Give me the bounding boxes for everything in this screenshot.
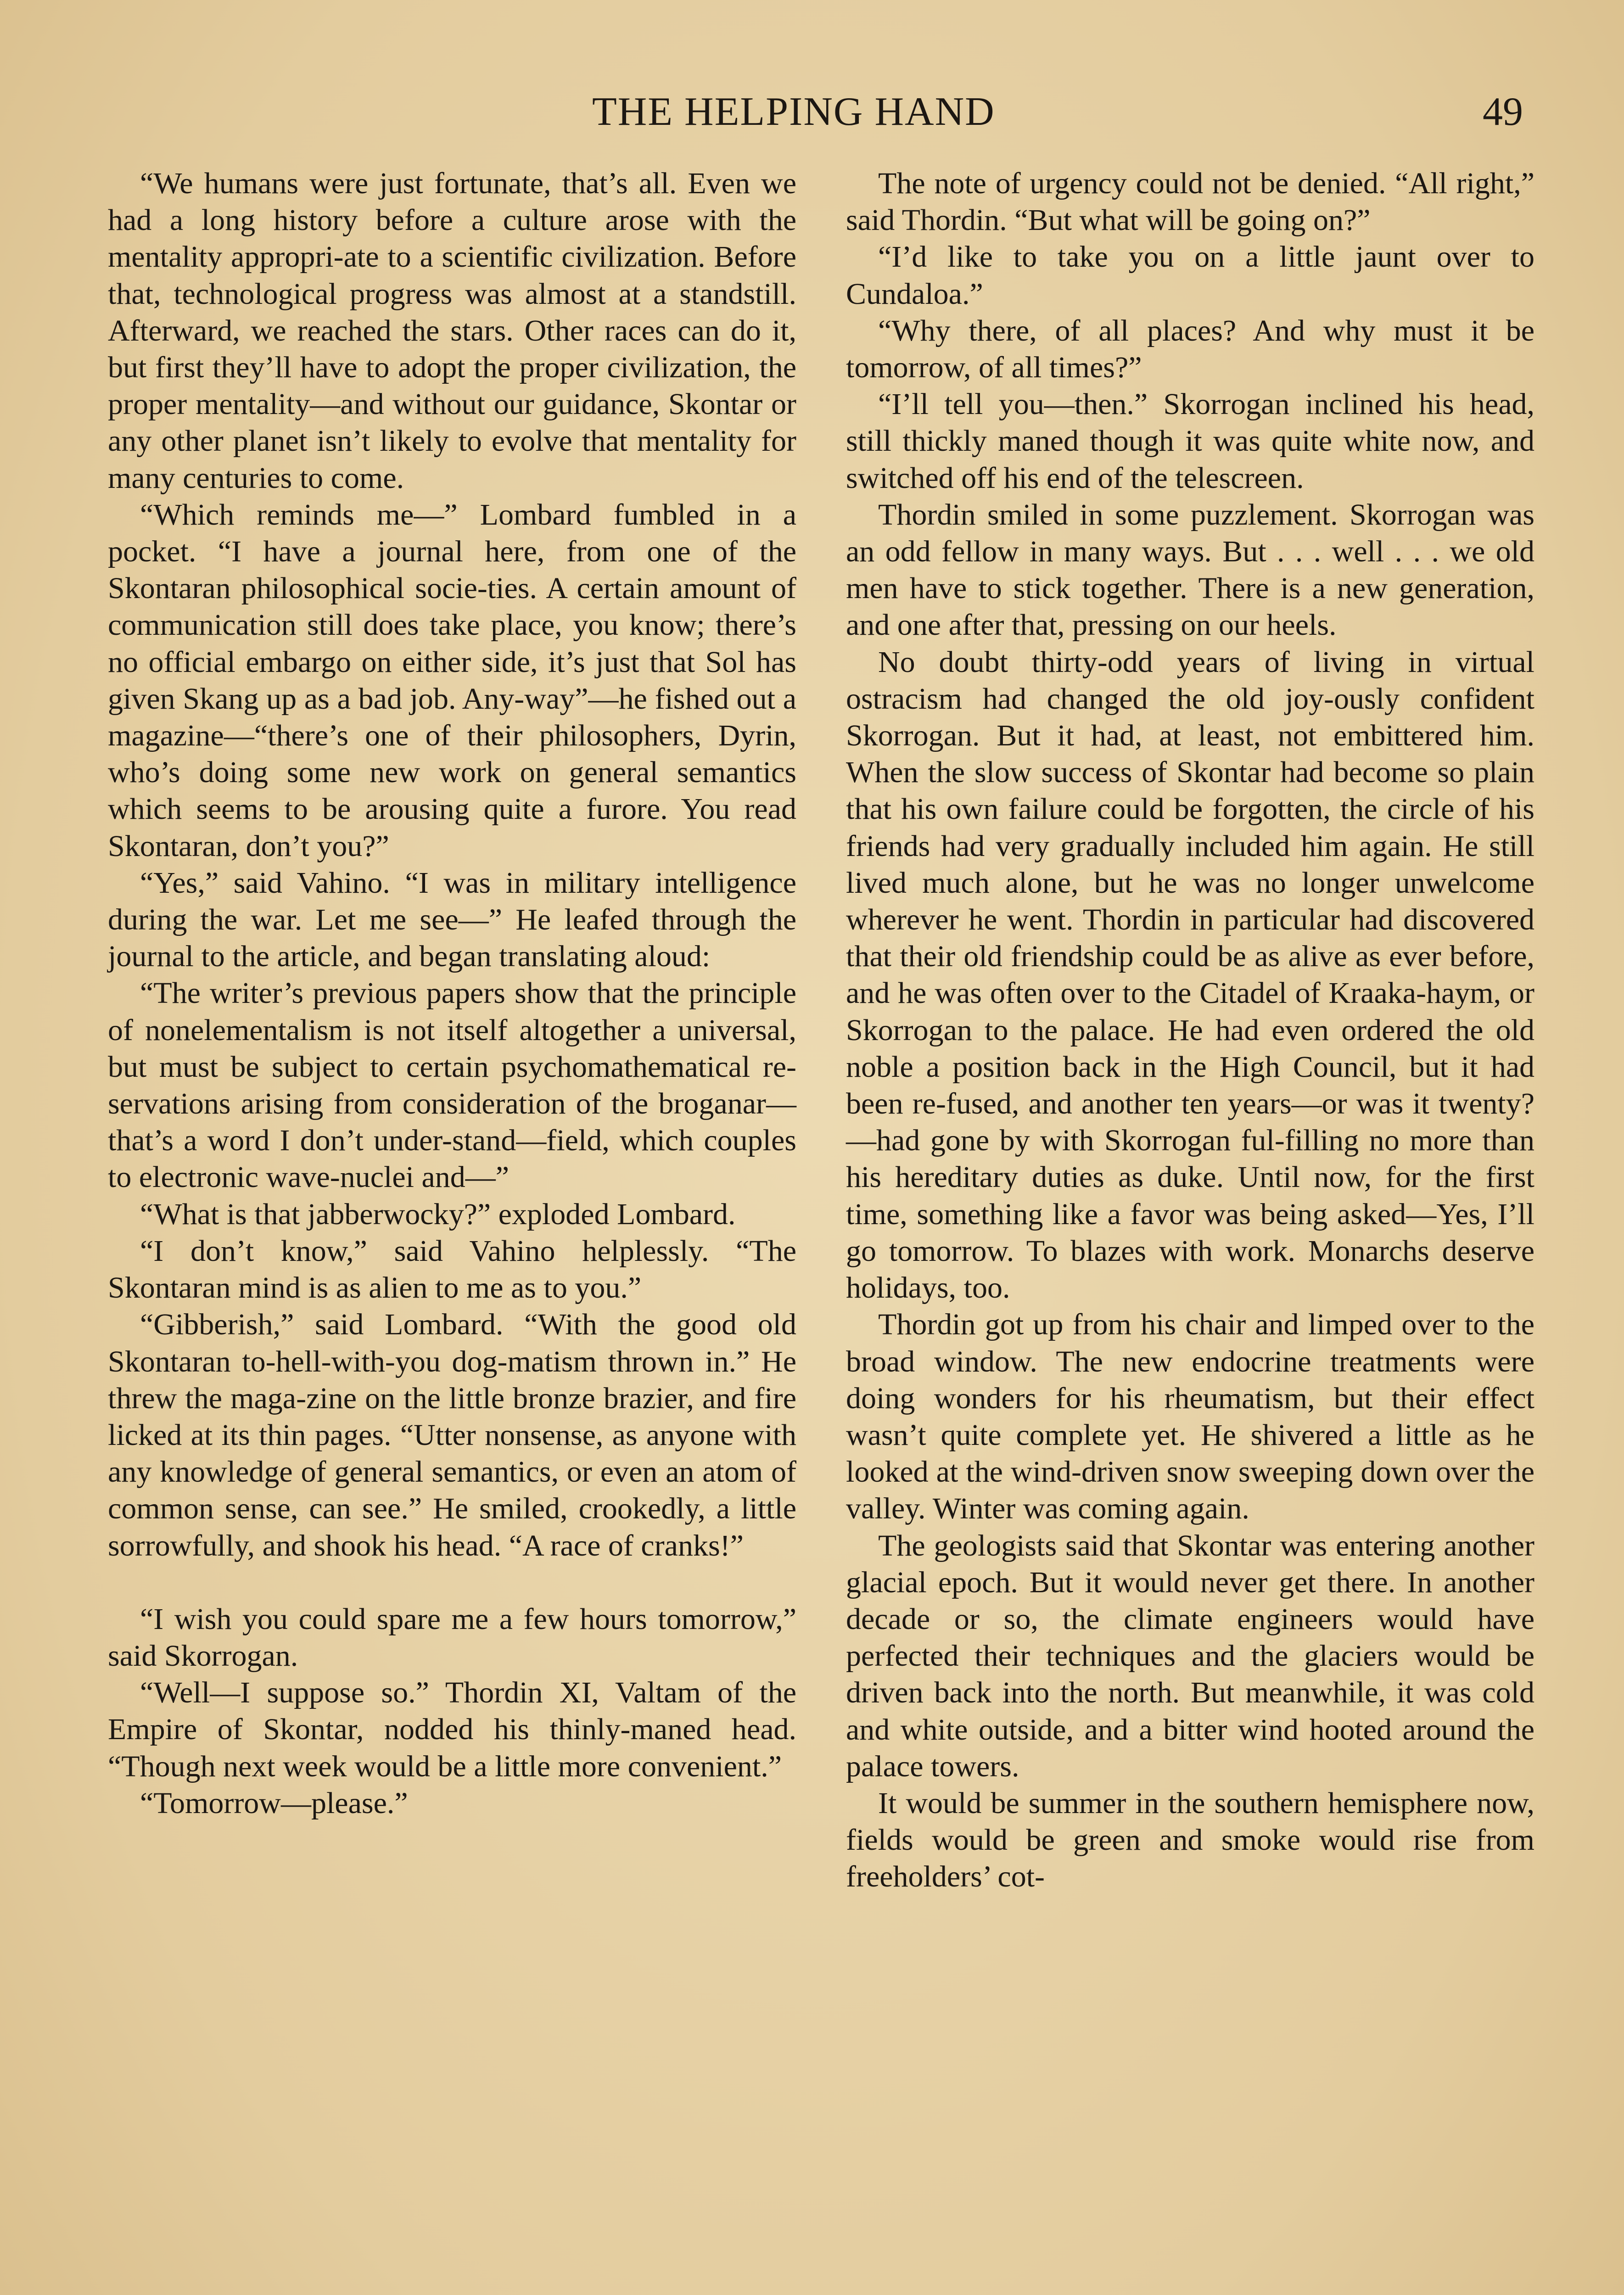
paragraph: “Which reminds me—” Lombard fumbled in a pocket. “I have a journal here, from one of the Skontaran philosophical socie-ties. A certain amount of communication still does take place, you know; there’s no official embargo on either side, it’s just that Sol has given Skang up as a bad job. Any-way”—he fished out a magazine—“there’s one of their philosophers, Dyrin, who’s doing some new work on general semantics which seems to be arousing quite a furore. You read Skontaran, don’t you?” [108,498,796,863]
paragraph: “I’ll tell you—then.” Skorrogan inclined his head, still thickly maned though it was quite white now, and switched off his end of the telescreen. [846,387,1534,495]
paragraph: “Gibberish,” said Lombard. “With the good old Skontaran to-hell-with-you dog-matism thrown in.” He threw the maga-zine on the little bronze brazier, and fire licked at its thin pages. “Utter nonsense, as anyone with any knowledge of general semantics, or even an atom of common sense, can see.” He smiled, crookedly, a little sorrowfully, and shook his head. “A race of cranks!” [108,1308,796,1562]
paragraph: “Yes,” said Vahino. “I was in military intelligence during the war. Let me see—” He leafed through the journal to the article, and began translating aloud: [108,866,796,974]
paragraph: “What is that jabberwocky?” exploded Lombard. [140,1197,736,1231]
paragraph: “I’d like to take you on a little jaunt over to Cundaloa.” [846,240,1534,311]
paragraph: The geologists said that Skontar was entering another glacial epoch. But it would never get there. In another decade or so, the climate engineers would have perfected their techniques and the glaciers would be driven back into the north. But meanwhile, it was cold and white outside, and a bitter wind hooted around the palace towers. [846,1528,1534,1783]
page-number: 49 [1483,90,1523,134]
left-column [108,165,796,1822]
paragraph: “I wish you could spare me a few hours tomorrow,” said Skorrogan. [108,1602,796,1673]
paragraph: The note of urgency could not be denied. “All right,” said Thordin. “But what will be going on?” [846,167,1534,237]
paragraph: “I don’t know,” said Vahino helplessly. “The Skontaran mind is as alien to me as to you.” [108,1234,796,1305]
paragraph: Thordin got up from his chair and limped over to the broad window. The new endocrine treatments were doing wonders for his rheumatism, but their effect wasn’t quite complete yet. He shivered a little as he looked at the wind-driven snow sweeping down over the valley. Winter was coming again. [846,1308,1534,1526]
paragraph: “Well—I suppose so.” Thordin XI, Valtam of the Empire of Skontar, nodded his thinly-maned head. “Though next week would be a little more convenient.” [108,1676,796,1783]
running-title: THE HELPING HAND [592,90,995,134]
right-column [846,165,1534,1896]
paragraph: Thordin smiled in some puzzlement. Skorrogan was an odd fellow in many ways. But . . . well . . . we old men have to stick together. There is a new generation, and one after that, pressing on our heels. [846,498,1534,642]
paragraph: “Tomorrow—please.” [140,1786,408,1820]
paragraph: “Why there, of all places? And why must it be tomorrow, of all times?” [846,313,1534,385]
paragraph: “We humans were just fortunate, that’s all. Even we had a long history before a culture arose with the mentality appropri-ate to a scientific civilization. Before that, technological progress was almost at a standstill. Afterward, we reached the stars. Other races can do it, but first they’ll have to adopt the proper civilization, the proper mentality—and without our guidance, Skontar or any other planet isn’t likely to evolve that mentality for many centuries to come. [108,167,796,495]
paragraph: “The writer’s previous papers show that the principle of nonelementalism is not itself altogether a universal, but must be subject to certain psychomathematical re-servations arising from consideration of the broganar—that’s a word I don’t under-stand—field, which couples to electronic wave-nuclei and—” [108,976,796,1194]
paragraph: It would be summer in the southern hemisphere now, fields would be green and smoke would rise from freeholders’ cot- [846,1786,1534,1894]
paragraph: No doubt thirty-odd years of living in virtual ostracism had changed the old joy-ously confident Skorrogan. But it had, at least, not embittered him. When the slow success of Skontar had become so plain that his own failure could be forgotten, the circle of his friends had very gradually included him again. He still lived much alone, but he was no longer unwelcome wherever he went. Thordin in particular had discovered that their old friendship could be as alive as ever before, and he was often over to the Citadel of Kraaka-haym, or Skorrogan to the palace. He had even ordered the old noble a position back in the High Council, but it had been re-fused, and another ten years—or was it twenty?—had gone by with Skorrogan ful-filling no more than his hereditary duties as duke. Until now, for the first time, something like a favor was being asked—Yes, I’ll go tomorrow. To blazes with work. Monarchs deserve holidays, too. [846,645,1534,1305]
